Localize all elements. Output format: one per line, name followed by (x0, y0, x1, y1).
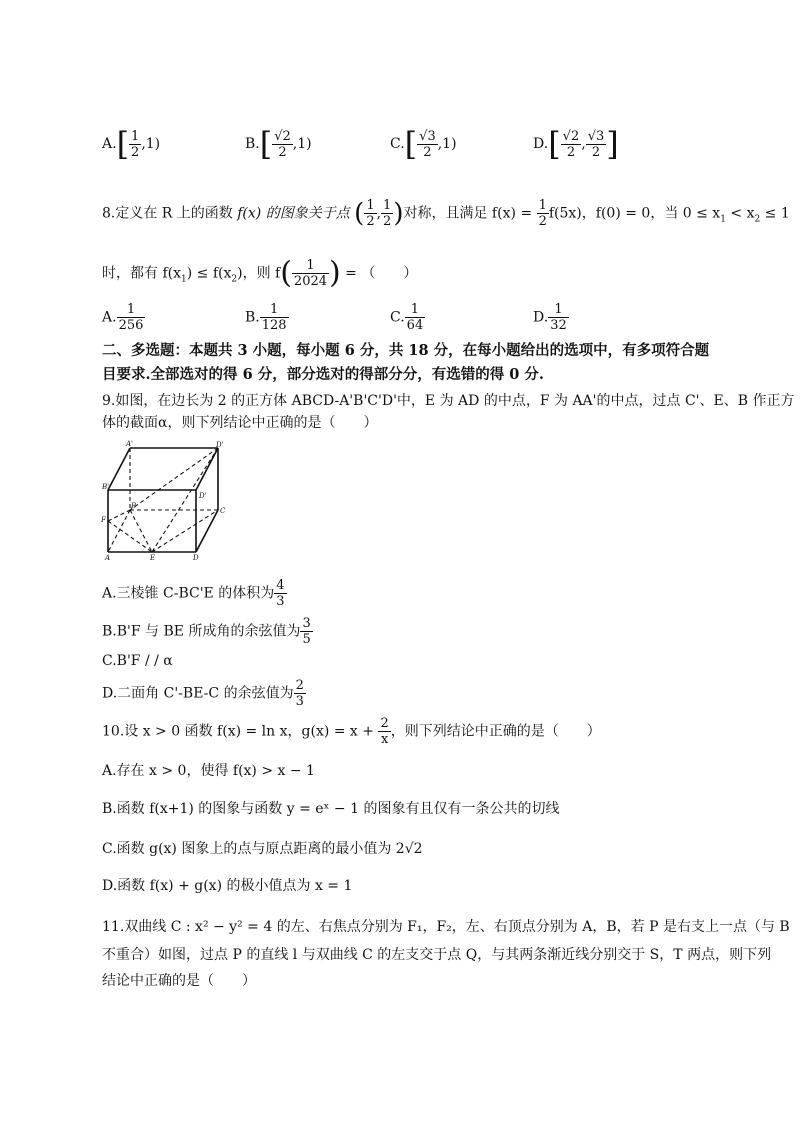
q7-option-b: B.[ $\frac{√2}{2}$ ,1) (245, 125, 312, 163)
q7-option-c: C.[ $\frac{√3}{2}$ ,1) (390, 125, 457, 163)
q8-option-d: D. $\frac{1}{32}$ (533, 302, 567, 333)
q10-option-a: A.存在 x > 0，使得 f(x) > x − 1 (102, 763, 315, 779)
q8-option-c: C. $\frac{1}{64}$ (390, 302, 424, 333)
q10-option-c: C.函数 g(x) 图象上的点与原点距离的最小值为 2√2 (102, 841, 423, 857)
label-a: A (105, 554, 111, 562)
label-a1: A' (126, 440, 133, 448)
q9-option-c: C.B'F / / α (102, 653, 173, 669)
q9-option-a: A.三棱锥 C-BC'E 的体积为 $\frac{4}{3}$ (102, 578, 285, 609)
q10-option-b: B.函数 f(x+1) 的图象与函数 y = eˣ − 1 的图象有且仅有一条公共的切线 (102, 801, 560, 817)
q11-stem-line-1: 11.双曲线 C : x² − y² = 4 的左、右焦点分别为 F₁，F₂，左、右顶点分别为 A，B，若 P 是右支上一点（与 B (102, 919, 790, 935)
q7-option-d: D.[ $\frac{√2}{2}$ , $\frac{√3}{2}$ ] (533, 125, 619, 163)
q9-stem-line-1: 9.如图，在边长为 2 的正方体 ABCD-A'B'C'D'中，E 为 AD 的中点，F 为 AA'的中点，过点 C'、E、B 作正方 (102, 393, 795, 409)
q7-c-frac: $\frac{√3}{2}$ (419, 128, 436, 160)
section2-line-1: 二、多选题：本题共 3 小题，每小题 6 分，共 18 分，在每小题给出的选项中，有多项符合题 (102, 342, 710, 359)
cube-figure (100, 440, 235, 565)
q11-stem-line-2: 不重合）如图，过点 P 的直线 l 与双曲线 C 的左支交于点 Q，与其两条渐近线分别交于 S，T 两点，则下列 (102, 947, 772, 963)
q11-stem-line-3: 结论中正确的是（ ） (102, 973, 256, 989)
label-d1: D' (216, 441, 224, 449)
label-cprime-d: D' (199, 492, 207, 500)
label-b: B (131, 502, 137, 510)
q8-line-1: 8.定义在 R 上的函数 f(x) 的图象关于点 ( $\frac{1}{2}$ , $\frac{1}{2}$ )对称，且满足 f(x) = $\frac{1}{2}$ f(5x)，f(0) = 0，当 $0 \le x_1 < x_2 \le 1$ (102, 198, 790, 229)
q9-option-b: B.B'F 与 BE 所成角的余弦值为 $\frac{3}{5}$ (102, 616, 311, 647)
q9-option-d: D.二面角 C'-BE-C 的余弦值为 $\frac{2}{3}$ (102, 678, 304, 709)
q9-stem-line-2: 体的截面α，则下列结论中正确的是（ ） (102, 415, 378, 431)
q8-option-b: B. $\frac{1}{128}$ (245, 302, 287, 333)
q8-option-a: A. $\frac{1}{256}$ (102, 302, 144, 333)
label-e: E (150, 554, 156, 562)
label-f: F (101, 516, 106, 524)
label-bprime: B' (102, 483, 110, 491)
label-c: C (220, 507, 226, 515)
q8-line-2: 时，都有 $f(x_1) \le f(x_2)$，则 f( $\frac{1}{2024}$ ) = （ ） (102, 255, 418, 291)
q10-option-d: D.函数 f(x) + g(x) 的极小值点为 x = 1 (102, 878, 353, 894)
q7-b-frac: $\frac{√2}{2}$ (274, 128, 291, 160)
section2-line-2: 目要求.全部选对的得 6 分，部分选对的得部分分，有选错的得 0 分. (102, 366, 544, 383)
label-d: D (193, 554, 199, 562)
q10-stem: 10.设 x > 0 函数 f(x) = ln x，g(x) = x + $\frac{2}{x}$ ，则下列结论中正确的是（ ） (102, 716, 601, 747)
q7-option-a: A.[ $\frac{1}{2}$ ,1) (102, 125, 161, 163)
q7-a-frac: $\frac{1}{2}$ (131, 128, 140, 160)
